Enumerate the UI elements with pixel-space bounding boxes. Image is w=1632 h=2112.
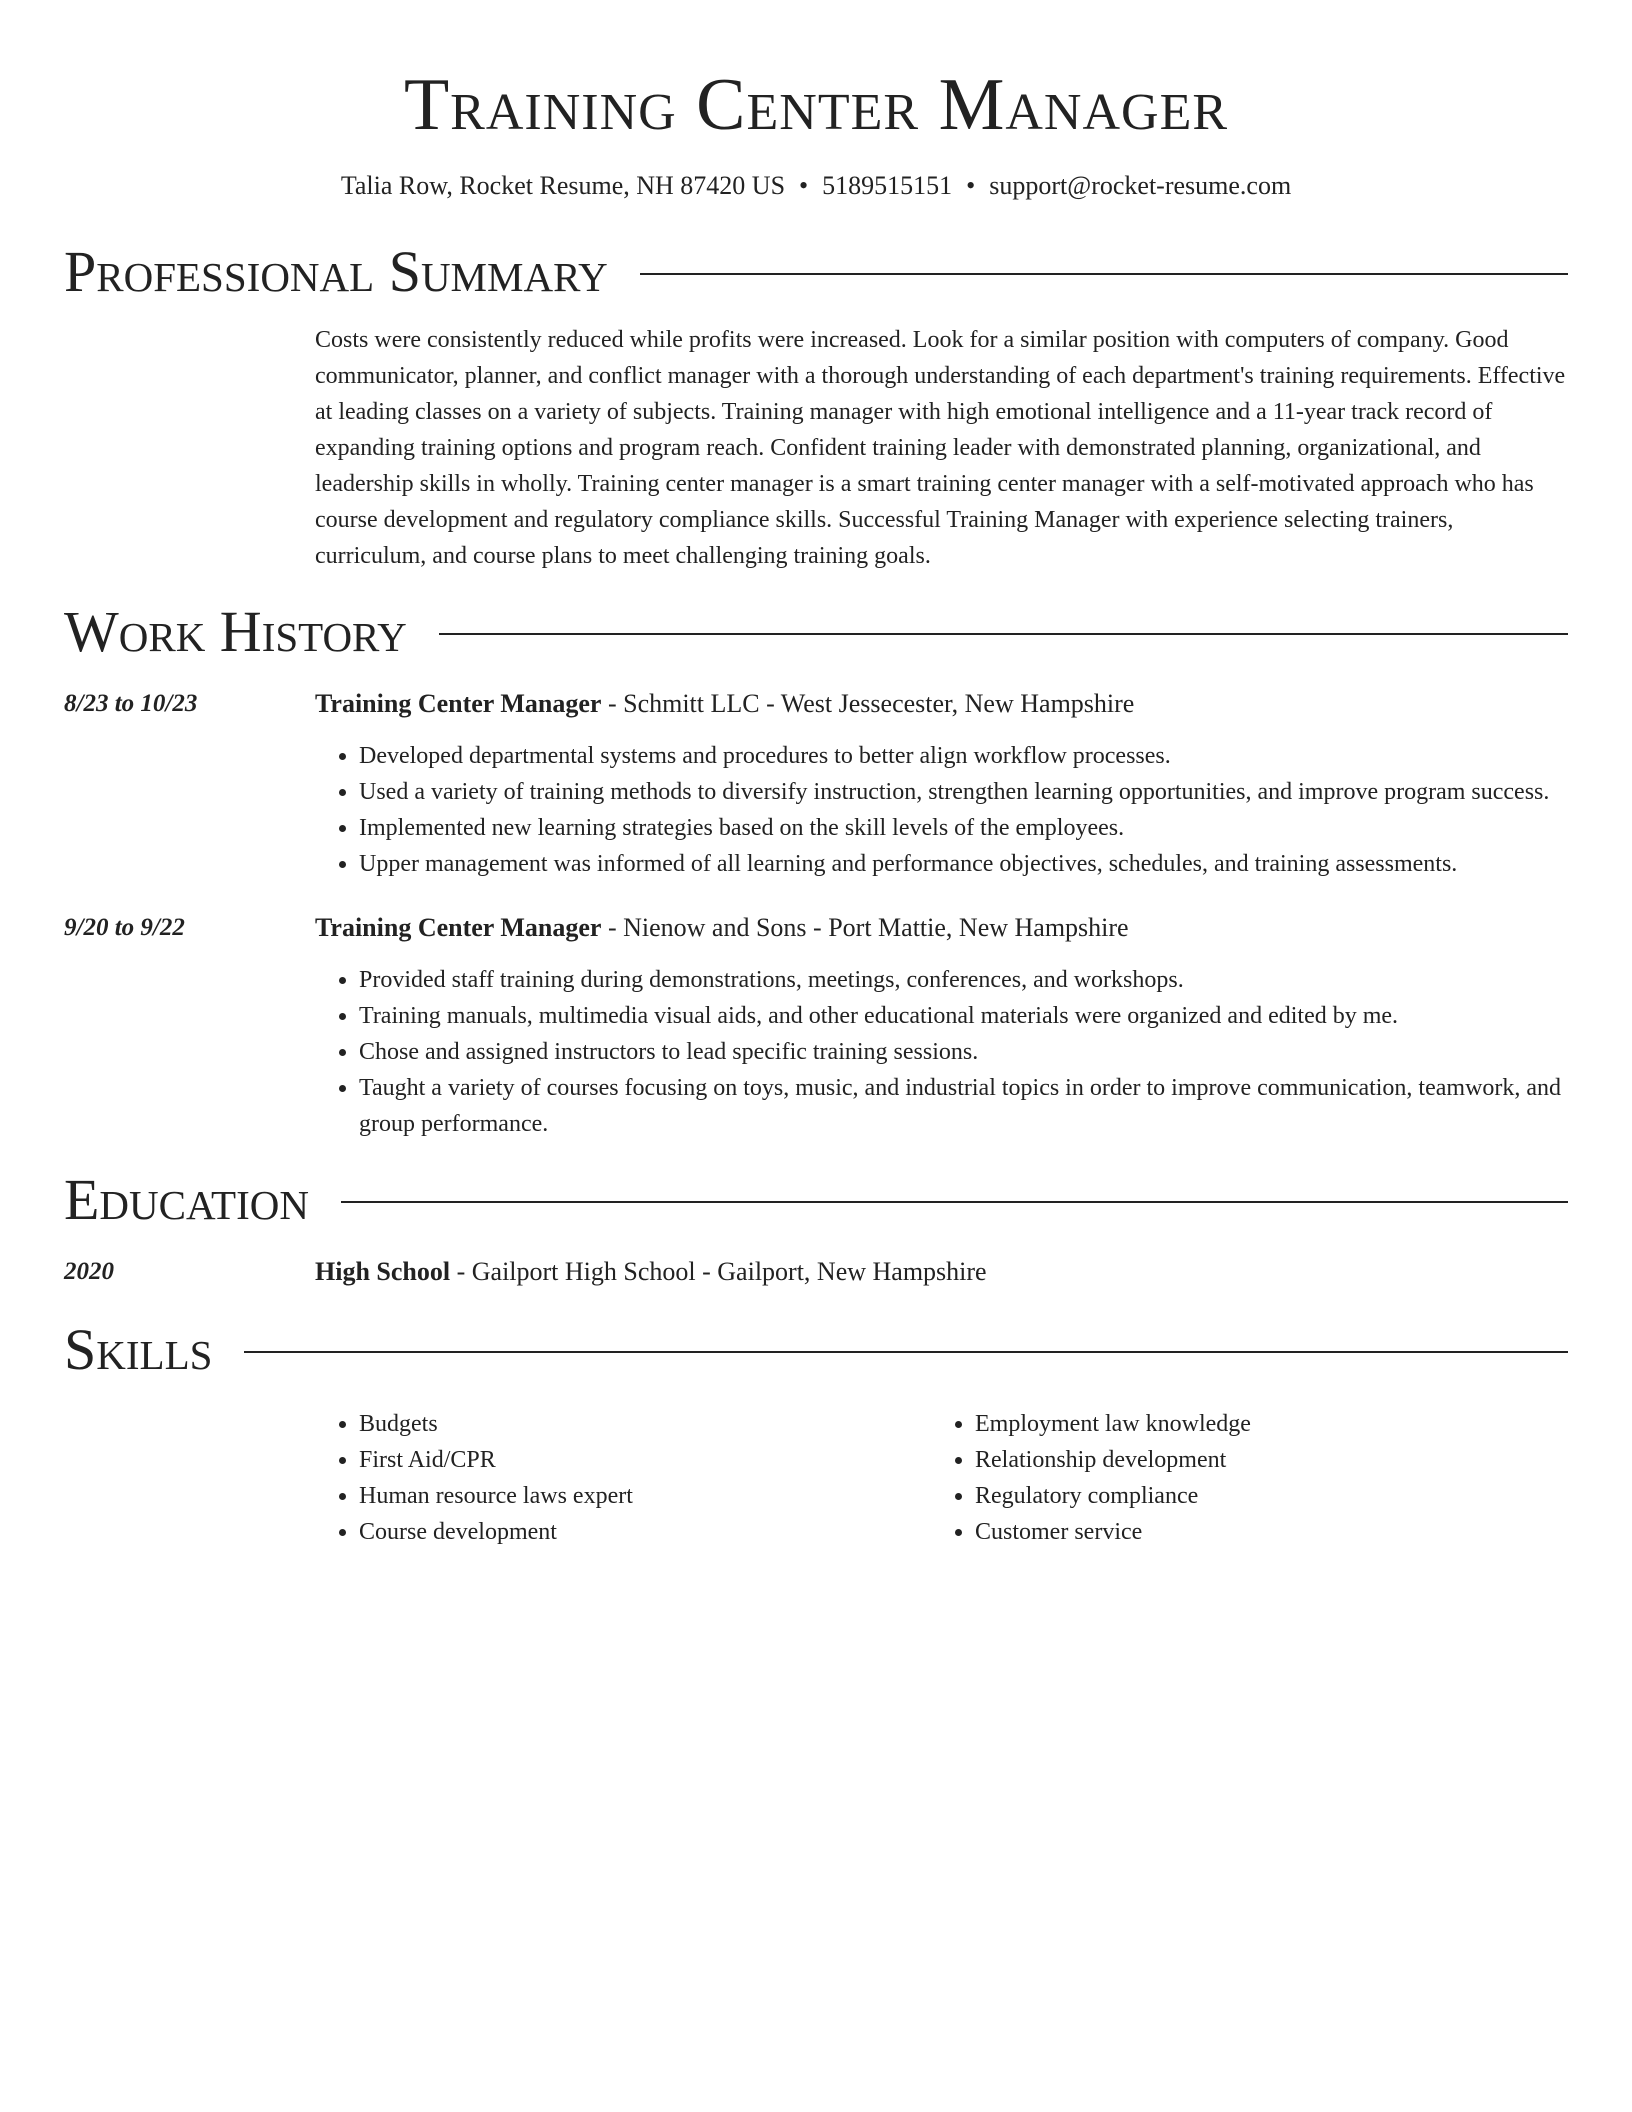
job-entry [64, 686, 1568, 882]
section-divider [640, 273, 1568, 275]
skills-list-right [931, 1406, 1251, 1550]
skills-list-left [315, 1406, 931, 1550]
contact-address: Talia Row, Rocket Resume, NH 87420 US [340, 171, 786, 200]
education-degree: High School [315, 1257, 451, 1286]
contact-line [64, 168, 1568, 204]
contact-email: support@rocket-resume.com [989, 171, 1292, 200]
section-divider [439, 633, 1568, 635]
skill-item: • Human resource laws expert [359, 1478, 931, 1514]
education-year: 2020 [64, 1258, 114, 1285]
job-position: Training Center Manager [315, 913, 602, 942]
summary-row [64, 322, 1568, 574]
job-bullet: • Used a variety of training methods to diversify instruction, strengthen learning opportunities, and improve program success. [359, 774, 1568, 810]
skill-item: • Employment law knowledge [975, 1406, 1251, 1442]
education-entry [64, 1254, 1568, 1290]
skill-item: • Budgets [359, 1406, 931, 1442]
skill-item: • Regulatory compliance [975, 1478, 1251, 1514]
skills-section-header [64, 1318, 1568, 1382]
job-bullet: • Upper management was informed of all learning and performance objectives, schedules, and training assessments. [359, 846, 1568, 882]
skill-item: • Course development [359, 1514, 931, 1550]
job-body [315, 686, 1568, 882]
summary-section-title: Professional Summary [64, 239, 608, 304]
job-dates: 8/23 to 10/23 [64, 690, 198, 717]
skill-item: • First Aid/CPR [359, 1442, 931, 1478]
education-section-header [64, 1168, 1568, 1232]
job-bullets [315, 962, 1568, 1142]
skills-columns [315, 1406, 1568, 1550]
skills-row [64, 1406, 1568, 1550]
job-bullet: • Developed departmental systems and procedures to better align workflow processes. [359, 738, 1568, 774]
job-employer-details: - Nienow and Sons - Port Mattie, New Hampshire [601, 913, 1129, 942]
job-bullet: • Chose and assigned instructors to lead specific training sessions. [359, 1034, 1568, 1070]
summary-text: Costs were consistently reduced while profits were increased. Look for a similar position with computers of company. Good communicator, planner, and conflict manager with a thorough understanding of each department's training requirements. Effective at leading classes on a variety of subjects. Training manager with high emotional intelligence and a 11-year track record of expanding training options and program reach. Confident training leader with demonstrated planning, organizational, and leadership skills in wholly. Training center manager is a smart training center manager with a self-motivated approach who has course development and regulatory compliance skills. Successful Training Manager with experience selecting trainers, curriculum, and course plans to meet challenging training goals. [315, 327, 1566, 569]
education-body [315, 1254, 1568, 1290]
work-section-header [64, 600, 1568, 664]
summary-section-header [64, 240, 1568, 304]
education-line [315, 1254, 1568, 1290]
job-employer-details: - Schmitt LLC - West Jessecester, New Hampshire [601, 689, 1135, 718]
job-bullets [315, 738, 1568, 882]
job-bullet: • Training manuals, multimedia visual aids, and other educational materials were organized and edited by me. [359, 998, 1568, 1034]
job-title-line [315, 686, 1568, 722]
job-entry [64, 910, 1568, 1142]
resume-page [64, 0, 1568, 1550]
job-bullet: • Taught a variety of courses focusing on toys, music, and industrial topics in order to improve communication, teamwork, and group performance. [359, 1070, 1568, 1142]
job-title-line [315, 910, 1568, 946]
skills-section-title: Skills [64, 1317, 213, 1382]
contact-separator: • [966, 171, 976, 200]
job-bullet: • Implemented new learning strategies based on the skill levels of the employees. [359, 810, 1568, 846]
work-section-title: Work History [64, 599, 407, 664]
contact-separator: • [799, 171, 809, 200]
education-section-title: Education [64, 1167, 309, 1232]
skill-item: • Relationship development [975, 1442, 1251, 1478]
section-divider [244, 1351, 1568, 1353]
job-body [315, 910, 1568, 1142]
job-dates: 9/20 to 9/22 [64, 914, 185, 941]
skill-item: • Customer service [975, 1514, 1251, 1550]
job-bullet: • Provided staff training during demonstrations, meetings, conferences, and workshops. [359, 962, 1568, 998]
education-school-details: - Gailport High School - Gailport, New Hampshire [450, 1257, 987, 1286]
job-position: Training Center Manager [315, 689, 602, 718]
resume-name-title: Training Center Manager [403, 64, 1229, 146]
contact-phone: 5189515151 [822, 171, 953, 200]
section-divider [341, 1201, 1568, 1203]
